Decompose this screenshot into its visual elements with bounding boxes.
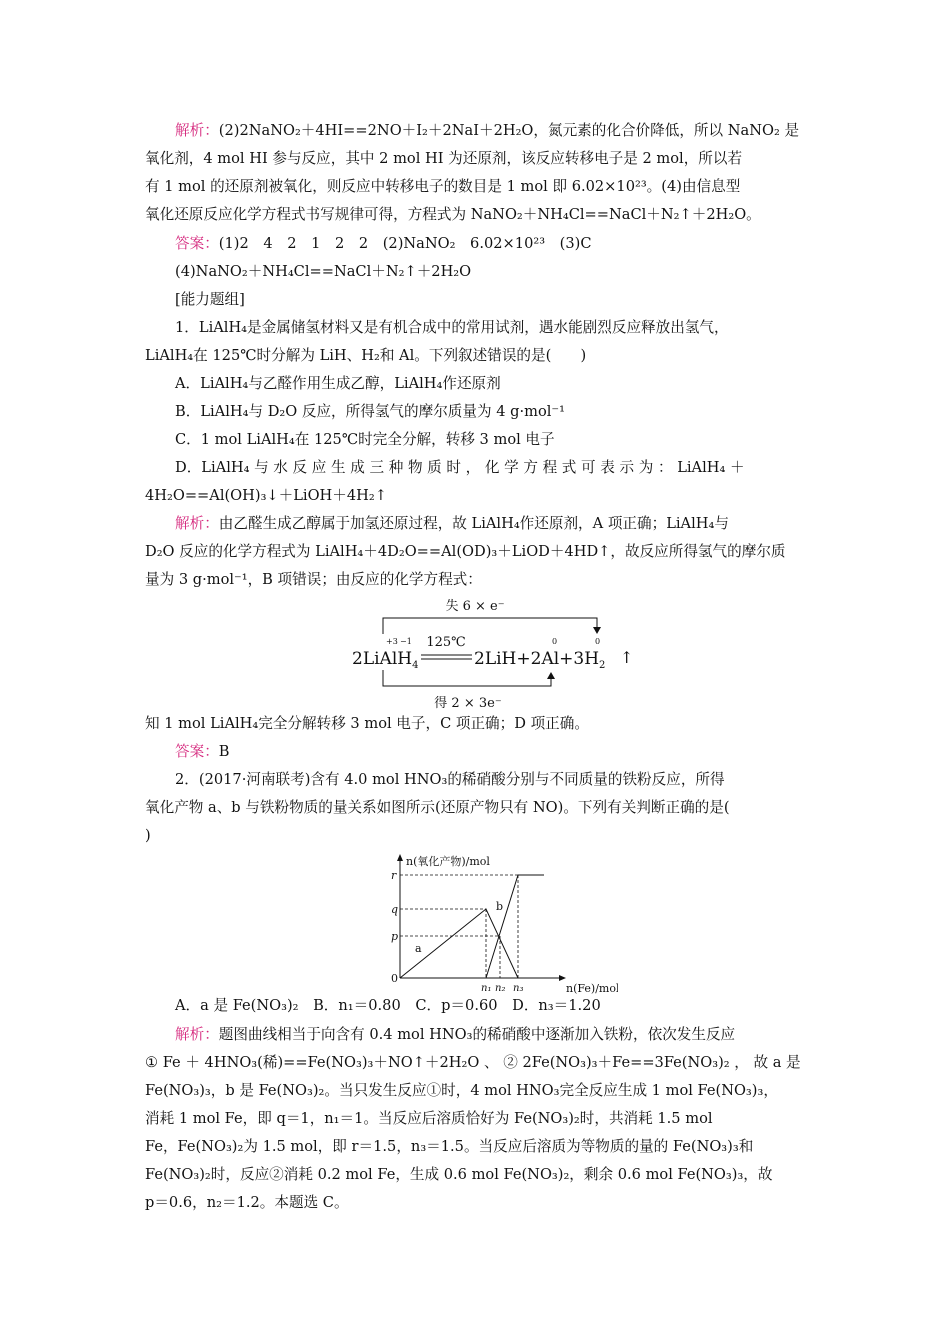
electron-transfer-equation [340,596,650,714]
loss-label: 失 6 × e⁻ [445,599,505,614]
series-b-line [486,875,544,978]
y-tick-p: p [391,930,399,943]
text-line: (4)NaNO₂＋NH₄Cl==NaCl＋N₂↑＋2H₂O [175,263,472,280]
text: 题图曲线相当于向含有 0.4 mol HNO₃的稀硝酸中逐渐加入铁粉，依次发生反应 [218,1026,736,1043]
oxidation-product-graph [378,850,618,994]
question-2-stem-cont: 氧化产物 a、b 与铁粉物质的量关系如图所示(还原产物只有 NO)。下列有关判断正确的是( [145,799,730,816]
text-line: Fe，Fe(NO₃)₂为 1.5 mol，即 r＝1.5，n₃＝1.5。当反应后溶质为等物质的量的 Fe(NO₃)₃和 [145,1138,754,1155]
question-1-stem-cont: LiAlH₄在 125℃时分解为 LiH、H₂和 Al。下列叙述错误的是( ) [145,347,587,364]
text-line: Fe(NO₃)₃，b 是 Fe(NO₃)₂。当只发生反应①时，4 mol HNO₃完全反应生成 1 mol Fe(NO₃)₃， [145,1082,778,1099]
text-line: 氧化剂，4 mol HI 参与反应，其中 2 mol HI 为还原剂，该反应转移电子是 2 mol，所以若 [145,150,743,167]
series-a-label: a [415,942,422,955]
lhs: 2LiAlH [352,649,413,669]
x-axis-label: n(Fe)/mol [566,982,618,994]
gain-label: 得 2 × 3e⁻ [434,696,502,711]
reaction-condition: 125℃ [426,635,466,650]
analysis-tag: 解析： [175,122,219,139]
ox-state-al: +3 [386,637,398,646]
loss-bracket [383,618,597,634]
text-line: Fe(NO₃)₂时，反应②消耗 0.2 mol Fe，生成 0.6 mol Fe(NO₃)₂，剩余 0.6 mol Fe(NO₃)₃，故 [145,1166,773,1183]
analysis-line [175,121,810,141]
x-axis-arrow [559,975,566,981]
text-line: p＝0.6，n₂＝1.2。本题选 C。 [145,1194,349,1211]
option-b: B．LiAlH₄与 D₂O 反应，所得氢气的摩尔质量为 4 g·mol⁻¹ [175,403,565,420]
gain-bracket [383,670,551,686]
question-2-paren: ) [145,827,151,844]
h2-sub: 2 [599,660,606,671]
question-2-stem: 2．(2017·河南联考)含有 4.0 mol HNO₃的稀硝酸分别与不同质量的铁粉反应，所得 [175,771,725,788]
analysis-tag: 解析： [175,1026,219,1043]
text-line: ① Fe ＋ 4HNO₃(稀)==Fe(NO₃)₃＋NO↑＋2H₂O 、 ② 2Fe(NO₃)₃＋Fe==3Fe(NO₃)₂ ， 故 a 是 [145,1054,801,1071]
text-line: 量为 3 g·mol⁻¹，B 项错误；由反应的化学方程式： [145,571,482,588]
equation-rhs [474,649,605,671]
al: Al [541,649,560,669]
ox-state-al0: 0 [552,637,558,646]
y-tick-r: r [391,869,397,882]
graph-svg [378,850,618,994]
y-axis-arrow [397,854,403,861]
question-1-stem: 1．LiAlH₄是金属储氢材料又是有机合成中的常用试剂，遇水能剧烈反应释放出氢气， [175,319,729,336]
rhs2: +3H [559,649,600,669]
equation-lhs [352,649,418,671]
text: B [218,743,230,760]
y-axis-label: n(氧化产物)/mol [406,855,490,868]
answer-tag: 答案： [175,235,219,252]
question-2-options: A．a 是 Fe(NO₃)₂ B．n₁＝0.80 C．p＝0.60 D．n₃＝1.20 [175,997,601,1014]
analysis-line [175,514,810,534]
text-line: D₂O 反应的化学方程式为 LiAlH₄＋4D₂O==Al(OD)₃＋LiOD＋4HD↑，故反应所得氢气的摩尔质 [145,543,786,560]
text-line: 消耗 1 mol Fe，即 q＝1，n₁＝1。当反应后溶质恰好为 Fe(NO₃)₂时，共消耗 1.5 mol [145,1110,713,1127]
section-heading: [能力题组] [175,291,245,308]
text: (1)2 4 2 1 2 2 (2)NaNO₂ 6.02×10²³ (3)C [218,235,592,252]
x-tick-n3: n₃ [513,983,524,994]
answer-line [175,234,810,254]
y-tick-q: q [391,903,399,916]
x-tick-n2: n₂ [495,983,506,994]
text-line: 氧化还原反应化学方程式书写规律可得，方程式为 NaNO₂＋NH₄Cl==NaCl＋N₂↑＋2H₂O。 [145,206,761,223]
loss-arrowhead [593,627,601,634]
answer-tag: 答案： [175,743,219,760]
x-tick-n1: n₁ [481,983,492,994]
gas-arrow: ↑ [620,648,634,667]
text: (2)2NaNO₂＋4HI==2NO＋I₂＋2NaI＋2H₂O，氮元素的化合价降低，所以 NaNO₂ 是 [218,122,800,139]
analysis-line [175,1025,810,1045]
equation-svg [340,596,650,714]
option-a: A．LiAlH₄与乙醛作用生成乙醇，LiAlH₄作还原剂 [175,375,501,392]
ox-state-h2: 0 [595,637,601,646]
option-d: D．LiAlH₄ 与 水 反 应 生 成 三 种 物 质 时 ， 化 学 方 程 式 可 表 示 为 ： LiAlH₄ ＋ [175,459,745,476]
rhs1: 2LiH+2 [474,649,542,669]
answer-line [175,742,810,762]
gain-arrowhead [547,672,555,679]
analysis-tag: 解析： [175,515,219,532]
lhs-sub: 4 [412,660,419,671]
option-c: C．1 mol LiAlH₄在 125℃时完全分解，转移 3 mol 电子 [175,431,555,448]
ox-state-h: −1 [400,637,412,646]
series-b-label: b [496,900,504,913]
option-d-cont: 4H₂O==Al(OH)₃↓＋LiOH＋4H₂↑ [145,487,387,504]
text-line: 有 1 mol 的还原剂被氧化，则反应中转移电子的数目是 1 mol 即 6.02×10²³。(4)由信息型 [145,178,741,195]
text-line: 知 1 mol LiAlH₄完全分解转移 3 mol 电子，C 项正确；D 项正确。 [145,715,589,732]
origin-label: 0 [391,972,398,985]
text: 由乙醛生成乙醇属于加氢还原过程，故 LiAlH₄作还原剂，A 项正确；LiAlH₄与 [218,515,729,532]
